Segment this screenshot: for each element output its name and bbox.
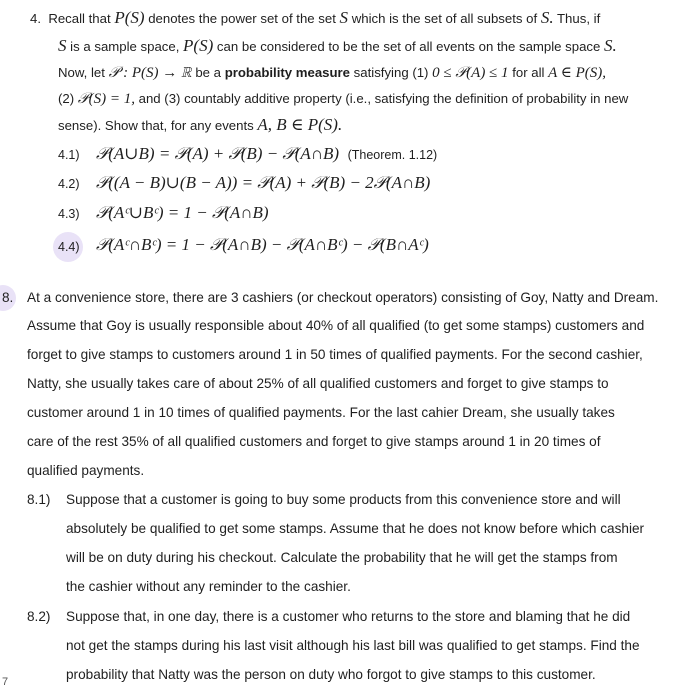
item-8-1-label: 8.1) (27, 492, 51, 507)
problem-8-line: Assume that Goy is usually responsible about 40% of all qualified (to get some stamps) customers and (27, 318, 645, 333)
problem-8-line: Natty, she usually takes care of about 25% of all qualified customers and forget to give stamps to (27, 376, 609, 391)
item-4-4-equation: 𝒫(Aᶜ∩Bᶜ) = 1 − 𝒫(A∩B) − 𝒫(A∩Bᶜ) − 𝒫(B∩Aᶜ) (96, 235, 429, 254)
problem-4-line-4: (2) 𝒫(S) = 1, and (3) countably additive property (i.e., satisfying the definition of probability in new (58, 91, 629, 107)
item-4-4-label: 4.4) (58, 240, 80, 254)
item-4-3-equation: 𝒫(Aᶜ∪Bᶜ) = 1 − 𝒫(A∩B) (96, 203, 269, 222)
problem-8-line: At a convenience store, there are 3 cashiers (or checkout operators) consisting of Goy, Natty and Dream. (27, 290, 659, 305)
item-8-2-line: not get the stamps during his last visit although his last bill was qualified to get stamps. Find the (66, 638, 640, 653)
item-4-3-label: 4.3) (58, 207, 80, 221)
problem-8-line: customer around 1 in 10 times of qualified payments. For the last cahier Dream, she usually takes (27, 405, 615, 420)
item-4-2-label: 4.2) (58, 177, 80, 191)
item-8-1-line: Suppose that a customer is going to buy some products from this convenience store and will (66, 492, 621, 507)
item-4-1-equation: 𝒫(A∪B) = 𝒫(A) + 𝒫(B) − 𝒫(A∩B) (Theorem. 1.12) (96, 144, 438, 163)
problem-8-line: forget to give stamps to customers around 1 in 50 times of qualified payments. For the second cashier, (27, 347, 643, 362)
item-8-2-line: Suppose that, in one day, there is a customer who returns to the store and blaming that he did (66, 609, 631, 624)
item-8-2-line: probability that Natty was the person on duty who forgot to give stamps to this customer. (66, 667, 596, 682)
problem-4-number: 4. (30, 11, 41, 26)
problem-8-number: 8. (2, 290, 14, 305)
item-4-2-equation: 𝒫((A − B)∪(B − A)) = 𝒫(A) + 𝒫(B) − 2𝒫(A∩B) (96, 173, 431, 192)
problem-8-line: qualified payments. (27, 463, 145, 478)
item-8-2-label: 8.2) (27, 609, 51, 624)
item-8-1-line: will be on duty during his checkout. Calculate the probability that he will get the stamps from (66, 550, 618, 565)
theorem-reference: (Theorem. 1.12) (347, 148, 438, 162)
item-8-1-line: the cashier without any reminder to the cashier. (66, 579, 351, 594)
problem-4-line-5: sense). Show that, for any events A, B ∈ P(S). (58, 115, 343, 134)
problem-4-line-2: S is a sample space, P(S) can be considered to be the set of all events on the sample space S. (58, 36, 617, 55)
problem-4-line-1: 4. Recall that P(S) denotes the power set of the set S which is the set of all subsets of S. Thus, if (30, 8, 601, 27)
page-number: 7 (2, 676, 9, 688)
probability-measure-term: probability measure (224, 65, 351, 80)
item-4-1-label: 4.1) (58, 148, 80, 162)
item-8-1-line: absolutely be qualified to get some stamps. Assume that he does not know before which cashier (66, 521, 645, 536)
problem-4-line-3: Now, let 𝒫 : P(S) → ℝ be a probability measure satisfying (1) 0 ≤ 𝒫(A) ≤ 1 for all A ∈ P(S), (58, 65, 607, 81)
problem-8-line: care of the rest 35% of all qualified customers and forget to give stamps around 1 in 20 times of (27, 434, 601, 449)
